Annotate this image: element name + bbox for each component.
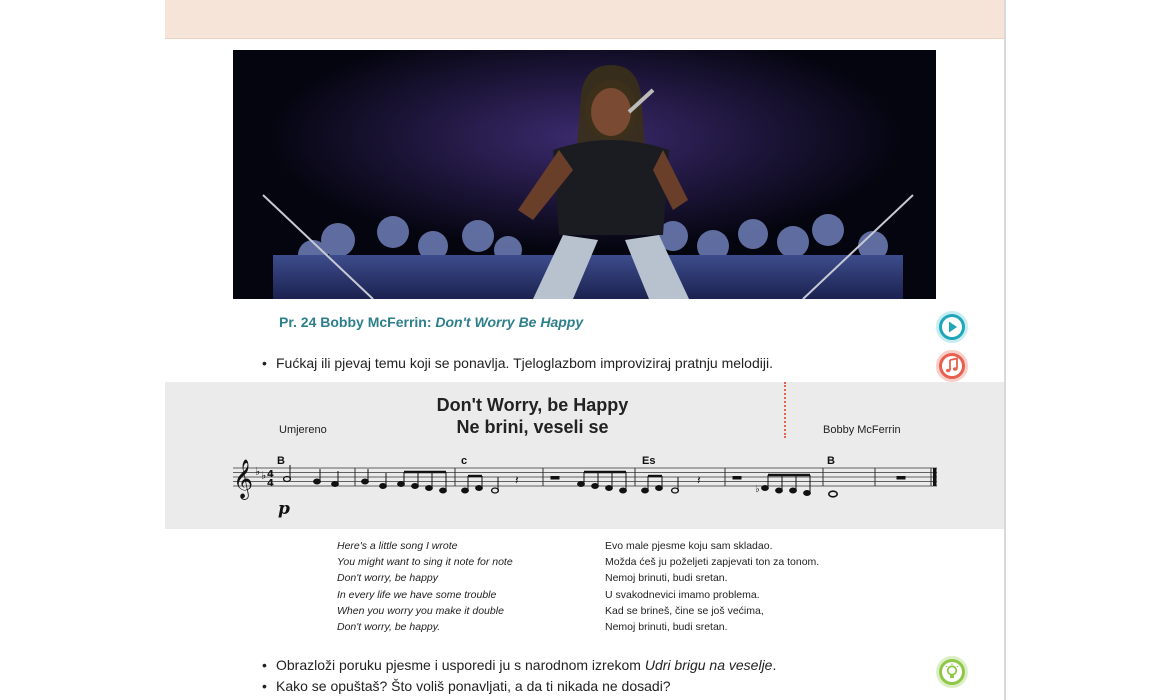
example-caption (279, 314, 583, 330)
lyric-line: Nemoj brinuti, budi sretan. (605, 572, 728, 585)
performer-photo (233, 50, 936, 299)
example-artist: Bobby McFerrin: (320, 314, 432, 330)
treble-clef-icon: 𝄞 (233, 459, 254, 499)
svg-text:4: 4 (267, 478, 274, 489)
svg-text:𝄽: 𝄽 (515, 473, 519, 487)
lyric-line: U svakodnevici imamo problema. (605, 588, 760, 601)
play-icon (939, 314, 965, 340)
lyric-line: Nemoj brinuti, budi sretan. (605, 621, 728, 634)
task-3 (262, 678, 671, 694)
play-audio-button[interactable] (936, 311, 968, 343)
task-2-suffix: . (772, 657, 777, 673)
bullet-dot-icon: • (262, 355, 267, 371)
task-2 (262, 657, 776, 673)
dynamic-marking: p (278, 499, 290, 519)
music-activity-button[interactable] (936, 350, 968, 382)
lyric-line: Here's a little song I wrote (337, 540, 458, 552)
music-staff (225, 448, 945, 520)
svg-text:4: 4 (267, 469, 274, 480)
bullet-dot-icon: • (262, 678, 267, 694)
lyrics-croatian (605, 538, 819, 635)
task-2-prefix: Obrazloži poruku pjesme i usporedi ju s narodnom izrekom (276, 657, 645, 673)
task-2-quote: Udri brigu na veselje (644, 657, 773, 673)
music-note-icon (939, 353, 965, 379)
chord-label-1: B (277, 455, 285, 467)
score-title: Don't Worry, be Happy (436, 395, 629, 415)
chord-label-4: B (827, 455, 835, 467)
lyric-line: Kad se brineš, čine se još većima, (605, 604, 764, 617)
page-header-band (165, 0, 1004, 39)
lyric-line: Evo male pjesme koju sam skladao. (605, 540, 773, 552)
bullet-dot-icon: • (262, 657, 267, 673)
example-song-title: Don't Worry Be Happy (435, 314, 584, 330)
chord-label-3: Es (642, 455, 656, 467)
lyric-line: You might want to sing it note for note (337, 556, 513, 569)
lyrics-english (337, 538, 513, 635)
tempo-marking: Umjereno (279, 424, 327, 436)
lightbulb-icon (939, 659, 965, 685)
lyric-line: Don't worry, be happy. (337, 621, 441, 634)
task-3-text: Kako se opuštaš? Što voliš ponavljati, a da ti nikada ne dosadi? (276, 678, 671, 694)
task-1-text: Fućkaj ili pjevaj temu koji se ponavlja. Tjeloglazbom improviziraj pratnju melodiji. (276, 355, 773, 371)
idea-button[interactable] (936, 656, 968, 688)
svg-text:𝄽: 𝄽 (697, 473, 701, 487)
chord-label-2: c (461, 455, 468, 467)
flat-icon: ♭ (255, 465, 261, 478)
svg-text:♭: ♭ (261, 469, 267, 482)
textbook-page (165, 0, 1004, 700)
page-edge (1004, 0, 1006, 700)
svg-text:♭: ♭ (755, 484, 760, 495)
lyric-line: Možda ćeš ju poželjeti zapjevati ton za tonom. (605, 556, 820, 569)
score-subtitle: Ne brini, veseli se (456, 417, 609, 437)
example-number: Pr. 24 (279, 314, 317, 330)
lyric-line: Don't worry, be happy (337, 572, 439, 585)
lyric-line: When you worry you make it double (337, 604, 504, 617)
task-1 (262, 355, 773, 371)
composer-name: Bobby McFerrin (823, 424, 901, 436)
lyric-line: In every life we have some trouble (337, 588, 497, 601)
